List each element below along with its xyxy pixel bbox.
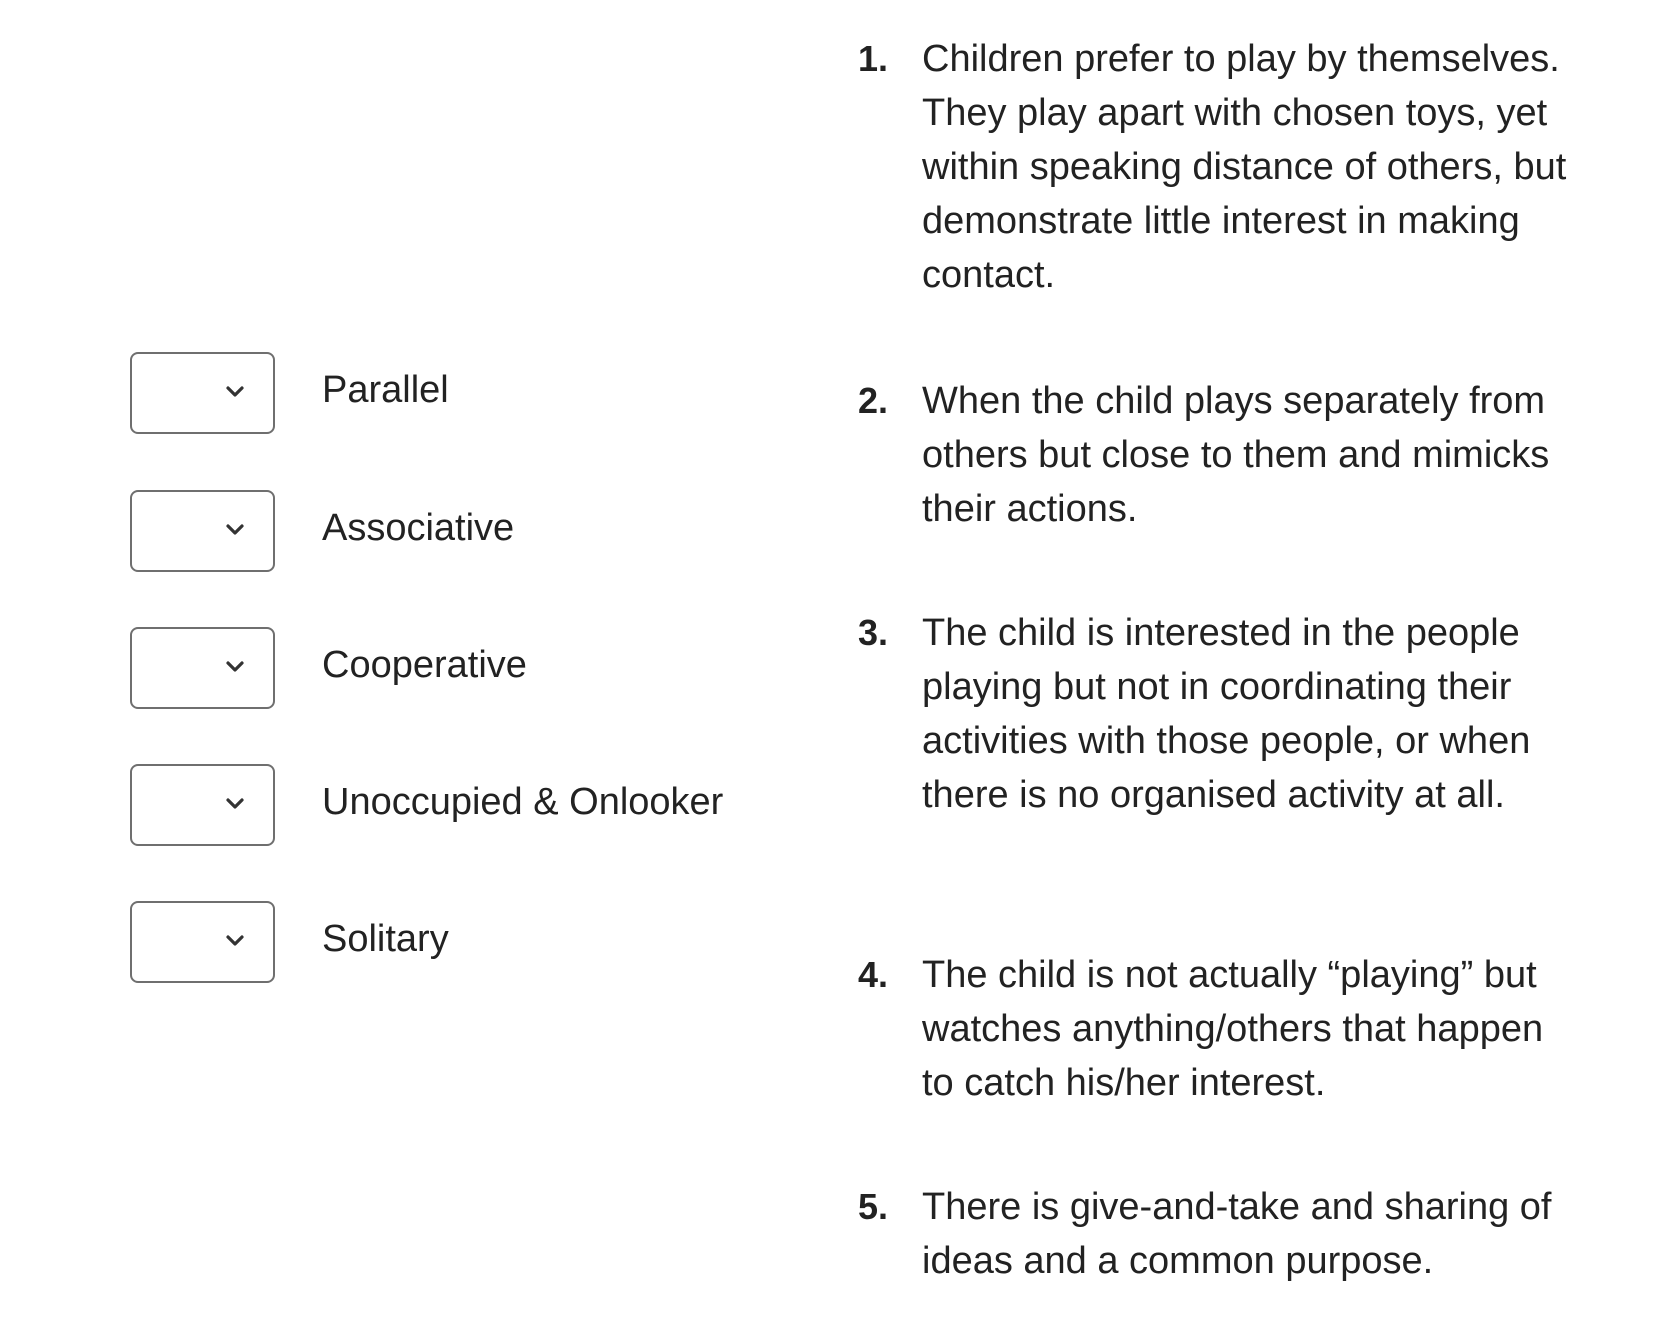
chevron-down-icon (221, 653, 249, 681)
answer-choices-column (0, 0, 780, 1338)
choice-label-associative: Associative (322, 507, 515, 549)
prompt-item-1 (840, 32, 1630, 312)
prompt-text-1: Children prefer to play by themselves. They play apart with chosen toys, yet within speaking distance of others, but demonstrate little interest in making contact. (922, 38, 1567, 296)
choice-label-solitary: Solitary (322, 918, 449, 960)
prompt-item-4 (840, 948, 1630, 1118)
solitary-dropdown[interactable] (130, 901, 275, 983)
choice-row-associative (130, 490, 770, 574)
cooperative-dropdown[interactable] (130, 627, 275, 709)
prompt-number-2: 2. (858, 380, 889, 421)
prompt-text-3: The child is interested in the people playing but not in coordinating their activities with those people, or when there is no organised activity at all. (922, 612, 1531, 816)
choice-label-parallel: Parallel (322, 369, 449, 411)
prompt-text-2: When the child plays separately from others but close to them and mimicks their actions. (922, 380, 1550, 530)
unoccupied-onlooker-dropdown[interactable] (130, 764, 275, 846)
prompt-number-1: 1. (858, 38, 889, 79)
prompt-item-5 (840, 1180, 1630, 1300)
prompt-text-4: The child is not actually “playing” but watches anything/others that happen to catch his/her interest. (922, 954, 1544, 1104)
choice-row-parallel (130, 352, 770, 436)
prompt-number-3: 3. (858, 612, 889, 653)
chevron-down-icon (221, 378, 249, 406)
associative-dropdown[interactable] (130, 490, 275, 572)
choice-label-unoccupied-onlooker: Unoccupied & Onlooker (322, 781, 724, 823)
description-prompts-column (840, 0, 1640, 1338)
prompt-item-3 (840, 606, 1630, 886)
prompt-text-5: There is give-and-take and sharing of ideas and a common purpose. (922, 1186, 1552, 1282)
chevron-down-icon (221, 927, 249, 955)
choice-label-cooperative: Cooperative (322, 644, 527, 686)
parallel-dropdown[interactable] (130, 352, 275, 434)
prompt-number-5: 5. (858, 1186, 889, 1227)
prompt-number-4: 4. (858, 954, 889, 995)
chevron-down-icon (221, 516, 249, 544)
prompt-item-2 (840, 374, 1630, 544)
choice-row-solitary (130, 901, 770, 985)
chevron-down-icon (221, 790, 249, 818)
choice-row-unoccupied-onlooker (130, 764, 770, 848)
choice-row-cooperative (130, 627, 770, 711)
